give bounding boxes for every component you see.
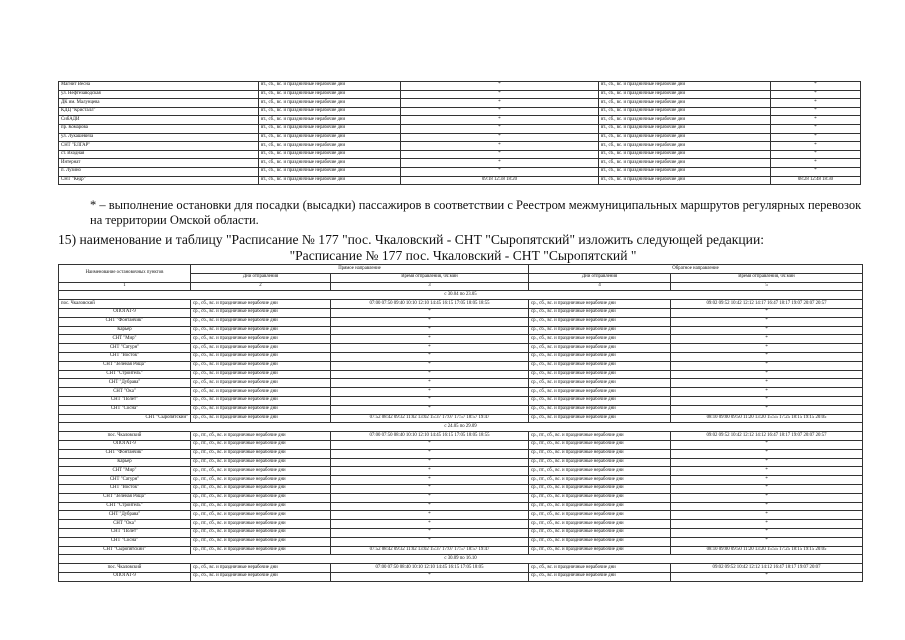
table-row (59, 176, 861, 185)
days-forward-cell: вт., сб., вс. и праздничные нерабочие дни (259, 159, 401, 168)
days-forward-cell: ср., пт., сб., вс. и праздничные нерабочие дни (191, 537, 331, 546)
days-backward-cell: вт., сб., вс. и праздничные нерабочие дни (599, 82, 771, 91)
time-forward-cell: * (401, 90, 599, 99)
table-row (59, 326, 863, 335)
stop-name-cell: СНТ "Полет" (59, 396, 191, 405)
table-row (59, 458, 863, 467)
stop-name-cell: СНТ "Строитель" (59, 370, 191, 379)
days-backward-cell: ср., сб., вс. и праздничные нерабочие дни (529, 308, 671, 317)
days-forward-cell: вт., сб., вс. и праздничные нерабочие дни (259, 90, 401, 99)
stop-name-cell: ул. Лукашевича (59, 133, 259, 142)
time-backward-cell: * (771, 107, 861, 116)
table-row (59, 476, 863, 485)
days-backward-cell: ср., сб., вс. и праздничные нерабочие дни (529, 326, 671, 335)
days-backward-cell: вт., сб., вс. и праздничные нерабочие дни (599, 90, 771, 99)
time-backward-cell: * (771, 82, 861, 91)
time-backward-cell: * (671, 317, 863, 326)
time-forward-cell: * (331, 484, 529, 493)
days-backward-cell: ср., пт., сб., вс. и праздничные нерабочие дни (529, 476, 671, 485)
time-forward-cell: * (401, 142, 599, 151)
days-forward-cell: ср., пт., сб., вс. и праздничные нерабочие дни (191, 528, 331, 537)
stop-name-cell: СНТ "Сыропятский" (59, 546, 191, 555)
stop-name-cell: КДЦ "Кристалл" (59, 107, 259, 116)
time-backward-cell: * (771, 142, 861, 151)
days-backward-cell: ср., сб., вс. и праздничные нерабочие дни (529, 414, 671, 423)
time-backward-cell: 08:10 09:00 09:50 11:20 13:20 15:55 17:25 18:15 19:15 20:05 (671, 414, 863, 423)
table-row (59, 537, 863, 546)
days-forward-cell: ср., пт., сб., вс. и праздничные нерабочие дни (191, 546, 331, 555)
table-row (59, 159, 861, 168)
stop-name-cell: Карьер (59, 458, 191, 467)
stop-name-cell: СНТ "Мир" (59, 467, 191, 476)
time-forward-cell: 09:18 12:38 18:20 (401, 176, 599, 185)
days-backward-cell: вт., сб., вс. и праздничные нерабочие дни (599, 159, 771, 168)
schedule-177-table (58, 264, 863, 582)
header-days-forward: Дни отправления (191, 273, 331, 282)
table-row (59, 124, 861, 133)
stop-name-cell: пос. Чкаловский (59, 432, 191, 441)
days-backward-cell: вт., сб., вс. и праздничные нерабочие дни (599, 99, 771, 108)
time-backward-cell: * (771, 167, 861, 176)
time-forward-cell: * (331, 317, 529, 326)
days-backward-cell: ср., сб., вс. и праздничные нерабочие дни (529, 370, 671, 379)
days-backward-cell: ср., сб., вс. и праздничные нерабочие дни (529, 300, 671, 309)
period-row (59, 291, 863, 300)
days-forward-cell: вт., сб., вс. и праздничные нерабочие дни (259, 150, 401, 159)
stop-name-cell: СНТ "Сатурн" (59, 476, 191, 485)
table-row (59, 90, 861, 99)
table-row (59, 528, 863, 537)
table-row (59, 99, 861, 108)
time-forward-cell: * (401, 159, 599, 168)
days-forward-cell: ср., сб., вс. и праздничные нерабочие дни (191, 379, 331, 388)
days-backward-cell: ср., сб., вс. и праздничные нерабочие дни (529, 405, 671, 414)
time-forward-cell: * (401, 116, 599, 125)
days-backward-cell: ср., пт., сб., вс. и праздничные нерабочие дни (529, 458, 671, 467)
time-forward-cell: 07:52 08:42 09:32 11:02 13:02 15:37 17:07 17:57 18:57 19:47 (331, 546, 529, 555)
stop-name-cell: п. Лузино (59, 167, 259, 176)
days-forward-cell: вт., сб., вс. и праздничные нерабочие дни (259, 99, 401, 108)
days-backward-cell: ср., пт., сб., вс. и праздничные нерабочие дни (529, 440, 671, 449)
table-row (59, 432, 863, 441)
days-forward-cell: ср., сб., вс. и праздничные нерабочие дни (191, 414, 331, 423)
time-backward-cell: * (671, 308, 863, 317)
stop-name-cell: СНТ "Сосна" (59, 405, 191, 414)
days-forward-cell: вт., сб., вс. и праздничные нерабочие дни (259, 142, 401, 151)
table-row (59, 107, 861, 116)
table-row (59, 308, 863, 317)
time-backward-cell: * (671, 493, 863, 502)
days-backward-cell: ср., пт., сб., вс. и праздничные нерабочие дни (529, 467, 671, 476)
days-backward-cell: ср., сб., вс. и праздничные нерабочие дни (529, 572, 671, 581)
days-forward-cell: ср., пт., сб., вс. и праздничные нерабочие дни (191, 511, 331, 520)
header-num-5: 5 (671, 282, 863, 291)
table-row (59, 546, 863, 555)
time-backward-cell: * (671, 335, 863, 344)
table-row (59, 484, 863, 493)
top-schedule-table (58, 81, 861, 185)
time-forward-cell: 07:52 08:42 09:32 11:02 13:02 15:37 17:07 17:57 18:57 19:47 (331, 414, 529, 423)
time-forward-cell: * (331, 370, 529, 379)
time-backward-cell: * (671, 511, 863, 520)
time-forward-cell: * (401, 133, 599, 142)
days-backward-cell: ср., сб., вс. и праздничные нерабочие дни (529, 352, 671, 361)
time-forward-cell: * (331, 335, 529, 344)
time-backward-cell: * (671, 440, 863, 449)
table-row (59, 572, 863, 581)
table-row (59, 414, 863, 423)
stop-name-cell: пос. Чкаловский (59, 564, 191, 573)
stop-name-cell: СНТ "ЕЛГАР" (59, 142, 259, 151)
table-row (59, 167, 861, 176)
table-row (59, 388, 863, 397)
table-row (59, 493, 863, 502)
time-forward-cell: * (331, 352, 529, 361)
time-forward-cell: * (331, 449, 529, 458)
table-row (59, 352, 863, 361)
days-forward-cell: ср., пт., сб., вс. и праздничные нерабочие дни (191, 467, 331, 476)
time-backward-cell: * (671, 520, 863, 529)
days-forward-cell: ср., пт., сб., вс. и праздничные нерабочие дни (191, 432, 331, 441)
time-forward-cell: * (401, 124, 599, 133)
table-row (59, 449, 863, 458)
table-row (59, 520, 863, 529)
stop-name-cell: ул. Нефтезаводская (59, 90, 259, 99)
days-backward-cell: ср., пт., сб., вс. и праздничные нерабочие дни (529, 449, 671, 458)
days-forward-cell: ср., пт., сб., вс. и праздничные нерабочие дни (191, 520, 331, 529)
days-backward-cell: ср., пт., сб., вс. и праздничные нерабочие дни (529, 432, 671, 441)
time-backward-cell: * (771, 150, 861, 159)
days-backward-cell: ср., сб., вс. и праздничные нерабочие дни (529, 396, 671, 405)
table-row (59, 370, 863, 379)
days-forward-cell: ср., сб., вс. и праздничные нерабочие дни (191, 335, 331, 344)
days-forward-cell: ср., сб., вс. и праздничные нерабочие дни (191, 317, 331, 326)
time-backward-cell: * (771, 124, 861, 133)
days-forward-cell: ср., сб., вс. и праздничные нерабочие дни (191, 388, 331, 397)
header-num-3: 3 (331, 282, 529, 291)
time-backward-cell: * (671, 476, 863, 485)
time-forward-cell: * (331, 467, 529, 476)
time-backward-cell: * (671, 352, 863, 361)
days-backward-cell: вт., сб., вс. и праздничные нерабочие дни (599, 116, 771, 125)
table-row (59, 405, 863, 414)
days-backward-cell: ср., сб., вс. и праздничные нерабочие дни (529, 564, 671, 573)
stop-name-cell: Интернат (59, 159, 259, 168)
period-label: с 30.09 по 16.10 (59, 555, 863, 564)
days-forward-cell: ср., сб., вс. и праздничные нерабочие дни (191, 370, 331, 379)
header-row-1 (59, 265, 863, 274)
header-num-2: 2 (191, 282, 331, 291)
time-forward-cell: * (331, 528, 529, 537)
time-backward-cell: 08:10 09:00 09:50 11:20 13:20 15:55 17:25 18:15 19:15 20:05 (671, 546, 863, 555)
days-forward-cell: ср., пт., сб., вс. и праздничные нерабочие дни (191, 476, 331, 485)
time-backward-cell: * (671, 528, 863, 537)
time-backward-cell: 09:02 09:52 10:42 12:12 14:17 16:47 18:17 19:07 20:07 20:57 (671, 300, 863, 309)
paragraph-15: 15) наименование и таблицу "Расписание № 177 "пос. Чкаловский - СНТ "Сыропятский" изложить следующей редакции: (58, 232, 764, 247)
time-forward-cell: * (401, 99, 599, 108)
time-backward-cell: * (671, 370, 863, 379)
header-forward: Прямое направление (191, 265, 529, 274)
stop-name-cell: СНТ "Ока" (59, 388, 191, 397)
time-backward-cell: * (671, 344, 863, 353)
days-forward-cell: вт., сб., вс. и праздничные нерабочие дни (259, 82, 401, 91)
days-forward-cell: ср., сб., вс. и праздничные нерабочие дни (191, 344, 331, 353)
days-backward-cell: ср., сб., вс. и праздничные нерабочие дни (529, 388, 671, 397)
days-backward-cell: вт., сб., вс. и праздничные нерабочие дни (599, 176, 771, 185)
table-row (59, 317, 863, 326)
table-row (59, 396, 863, 405)
days-backward-cell: ср., пт., сб., вс. и праздничные нерабочие дни (529, 546, 671, 555)
header-num-1: 1 (59, 282, 191, 291)
time-forward-cell: * (331, 537, 529, 546)
stop-name-cell: ДК им. Малунцева (59, 99, 259, 108)
days-forward-cell: вт., сб., вс. и праздничные нерабочие дни (259, 107, 401, 116)
days-forward-cell: ср., пт., сб., вс. и праздничные нерабочие дни (191, 502, 331, 511)
days-forward-cell: ср., сб., вс. и праздничные нерабочие дни (191, 396, 331, 405)
days-forward-cell: вт., сб., вс. и праздничные нерабочие дни (259, 167, 401, 176)
table-row (59, 440, 863, 449)
schedule-title: "Расписание № 177 пос. Чкаловский - СНТ "Сыропятский " (289, 248, 637, 263)
stop-name-cell: СНТ "Ока" (59, 520, 191, 529)
header-days-backward: Дни отправления (529, 273, 671, 282)
time-forward-cell: * (331, 405, 529, 414)
days-backward-cell: ср., пт., сб., вс. и праздничные нерабочие дни (529, 537, 671, 546)
stop-name-cell: ОПОГАТ-9 (59, 572, 191, 581)
table-row (59, 133, 861, 142)
days-backward-cell: ср., сб., вс. и праздничные нерабочие дни (529, 361, 671, 370)
time-backward-cell: * (771, 90, 861, 99)
days-backward-cell: вт., сб., вс. и праздничные нерабочие дни (599, 133, 771, 142)
days-backward-cell: ср., сб., вс. и праздничные нерабочие дни (529, 335, 671, 344)
table-row (59, 82, 861, 91)
time-backward-cell: * (771, 159, 861, 168)
days-backward-cell: ср., пт., сб., вс. и праздничные нерабочие дни (529, 502, 671, 511)
stop-name-cell: пос. Чкаловский (59, 300, 191, 309)
stop-name-cell: СНТ "Дубрава" (59, 379, 191, 388)
time-backward-cell: * (671, 326, 863, 335)
stop-name-cell: СНТ "Зеленая Роща" (59, 361, 191, 370)
days-forward-cell: ср., сб., вс. и праздничные нерабочие дни (191, 572, 331, 581)
footnote-asterisk: * – выполнение остановки для посадки (высадки) пассажиров в соответствии с Реестром межмуниципальных маршрутов регулярных перевозок на территории Омской области. (90, 198, 862, 227)
days-backward-cell: вт., сб., вс. и праздничные нерабочие дни (599, 167, 771, 176)
time-backward-cell: * (671, 396, 863, 405)
time-backward-cell: * (671, 388, 863, 397)
header-time-forward: Время отправления, чч:мин (331, 273, 529, 282)
stop-name-cell: СНТ "Мир" (59, 335, 191, 344)
time-backward-cell: 09:02 09:52 10:42 12:12 14:12 16:47 18:17 19:07 20:07 20:57 (671, 432, 863, 441)
stop-name-cell: СНТ "Зеленая Роща" (59, 493, 191, 502)
time-forward-cell: * (331, 493, 529, 502)
table-row (59, 502, 863, 511)
time-forward-cell: * (331, 308, 529, 317)
table-row (59, 361, 863, 370)
time-forward-cell: * (331, 379, 529, 388)
time-backward-cell: * (671, 502, 863, 511)
stop-name-cell: СНТ "Фонтанчик" (59, 317, 191, 326)
time-forward-cell: 07:00 07:50 09:40 10:10 12:10 14:45 16:15 17:05 18:05 18:55 (331, 300, 529, 309)
days-backward-cell: ср., пт., сб., вс. и праздничные нерабочие дни (529, 484, 671, 493)
days-backward-cell: ср., сб., вс. и праздничные нерабочие дни (529, 317, 671, 326)
days-forward-cell: вт., сб., вс. и праздничные нерабочие дни (259, 116, 401, 125)
time-forward-cell: * (331, 344, 529, 353)
stop-name-cell: СНТ "Сыропятский" (59, 414, 191, 423)
time-forward-cell: * (401, 82, 599, 91)
stop-name-cell: Магнит Весна (59, 82, 259, 91)
time-forward-cell: * (331, 502, 529, 511)
time-backward-cell: * (771, 133, 861, 142)
period-label: с 30.04 по 23.05 (59, 291, 863, 300)
time-forward-cell: * (331, 572, 529, 581)
time-backward-cell: * (771, 99, 861, 108)
stop-name-cell: СНТ "Фонтанчик" (59, 449, 191, 458)
days-forward-cell: ср., сб., вс. и праздничные нерабочие дни (191, 352, 331, 361)
days-forward-cell: ср., сб., вс. и праздничные нерабочие дни (191, 308, 331, 317)
table-row (59, 142, 861, 151)
days-forward-cell: ср., сб., вс. и праздничные нерабочие дни (191, 326, 331, 335)
table-row (59, 511, 863, 520)
days-forward-cell: ср., сб., вс. и праздничные нерабочие дни (191, 300, 331, 309)
days-forward-cell: ср., пт., сб., вс. и праздничные нерабочие дни (191, 484, 331, 493)
days-backward-cell: ср., сб., вс. и праздничные нерабочие дни (529, 344, 671, 353)
days-forward-cell: ср., пт., сб., вс. и праздничные нерабочие дни (191, 493, 331, 502)
days-backward-cell: вт., сб., вс. и праздничные нерабочие дни (599, 150, 771, 159)
period-label: с 24.05 по 29.09 (59, 423, 863, 432)
stop-name-cell: СибАДИ (59, 116, 259, 125)
time-forward-cell: * (331, 520, 529, 529)
stop-name-cell: СНТ "Дубрава" (59, 511, 191, 520)
stop-name-cell: Карьер (59, 326, 191, 335)
time-forward-cell: * (331, 476, 529, 485)
period-row (59, 423, 863, 432)
time-backward-cell: * (671, 449, 863, 458)
time-backward-cell: * (671, 405, 863, 414)
time-backward-cell: 08:28 12:48 18:30 (771, 176, 861, 185)
days-forward-cell: ср., пт., сб., вс. и праздничные нерабочие дни (191, 458, 331, 467)
time-backward-cell: * (671, 572, 863, 581)
time-backward-cell: * (671, 467, 863, 476)
days-forward-cell: ср., сб., вс. и праздничные нерабочие дни (191, 361, 331, 370)
days-backward-cell: вт., сб., вс. и праздничные нерабочие дни (599, 142, 771, 151)
table-row (59, 335, 863, 344)
time-forward-cell: * (401, 150, 599, 159)
days-backward-cell: ср., пт., сб., вс. и праздничные нерабочие дни (529, 511, 671, 520)
time-backward-cell: * (671, 484, 863, 493)
table-row (59, 344, 863, 353)
stop-name-cell: СНТ "Восток" (59, 484, 191, 493)
stop-name-cell: СНТ "Кедр" (59, 176, 259, 185)
days-backward-cell: вт., сб., вс. и праздничные нерабочие дни (599, 107, 771, 116)
days-forward-cell: ср., пт., сб., вс. и праздничные нерабочие дни (191, 449, 331, 458)
time-forward-cell: * (331, 388, 529, 397)
time-forward-cell: * (401, 167, 599, 176)
time-forward-cell: * (401, 107, 599, 116)
stop-name-cell: пр. Комарова (59, 124, 259, 133)
days-backward-cell: ср., пт., сб., вс. и праздничные нерабочие дни (529, 493, 671, 502)
time-forward-cell: * (331, 361, 529, 370)
days-forward-cell: ср., пт., сб., вс. и праздничные нерабочие дни (191, 440, 331, 449)
table-row (59, 116, 861, 125)
header-backward: Обратное направление (529, 265, 863, 274)
stop-name-cell: ОПОГАТ-9 (59, 308, 191, 317)
stop-name-cell: СНТ "Строитель" (59, 502, 191, 511)
table-row (59, 150, 861, 159)
time-forward-cell: 07:00 07:50 08:40 10:10 12:10 14:45 16:15 17:05 18:05 18:55 (331, 432, 529, 441)
stop-name-cell: ОПОГАТ-9 (59, 440, 191, 449)
days-backward-cell: ср., пт., сб., вс. и праздничные нерабочие дни (529, 528, 671, 537)
days-forward-cell: вт., сб., вс. и праздничные нерабочие дни (259, 176, 401, 185)
table-row (59, 379, 863, 388)
days-forward-cell: ср., сб., вс. и праздничные нерабочие дни (191, 405, 331, 414)
header-numbers-row (59, 282, 863, 291)
stop-name-cell: СНТ "Сатурн" (59, 344, 191, 353)
time-backward-cell: * (671, 458, 863, 467)
days-backward-cell: ср., пт., сб., вс. и праздничные нерабочие дни (529, 520, 671, 529)
header-time-backward: Время отправления, чч:мин (671, 273, 863, 282)
period-row (59, 555, 863, 564)
time-backward-cell: 09:02 09:52 10:42 12:12 14:12 16:47 18:17 19:07 20:07 (671, 564, 863, 573)
table-row (59, 467, 863, 476)
time-forward-cell: * (331, 396, 529, 405)
days-forward-cell: ср., сб., вс. и праздничные нерабочие дни (191, 564, 331, 573)
time-backward-cell: * (671, 537, 863, 546)
stop-name-cell: СНТ "Полет" (59, 528, 191, 537)
time-backward-cell: * (671, 361, 863, 370)
days-backward-cell: вт., сб., вс. и праздничные нерабочие дни (599, 124, 771, 133)
days-forward-cell: вт., сб., вс. и праздничные нерабочие дни (259, 124, 401, 133)
stop-name-cell: СНТ "Сосна" (59, 537, 191, 546)
time-forward-cell: 07:00 07:50 08:40 10:10 12:10 14:45 16:15 17:05 18:05 (331, 564, 529, 573)
header-stops: Наименование остановочных пунктов (59, 265, 191, 283)
time-backward-cell: * (771, 116, 861, 125)
time-forward-cell: * (331, 511, 529, 520)
time-forward-cell: * (331, 326, 529, 335)
stop-name-cell: СНТ "Восток" (59, 352, 191, 361)
days-forward-cell: вт., сб., вс. и праздничные нерабочие дни (259, 133, 401, 142)
table-row (59, 300, 863, 309)
time-forward-cell: * (331, 458, 529, 467)
stop-name-cell: ст. Входная (59, 150, 259, 159)
header-num-4: 4 (529, 282, 671, 291)
days-backward-cell: ср., сб., вс. и праздничные нерабочие дни (529, 379, 671, 388)
time-backward-cell: * (671, 379, 863, 388)
time-forward-cell: * (331, 440, 529, 449)
table-row (59, 564, 863, 573)
